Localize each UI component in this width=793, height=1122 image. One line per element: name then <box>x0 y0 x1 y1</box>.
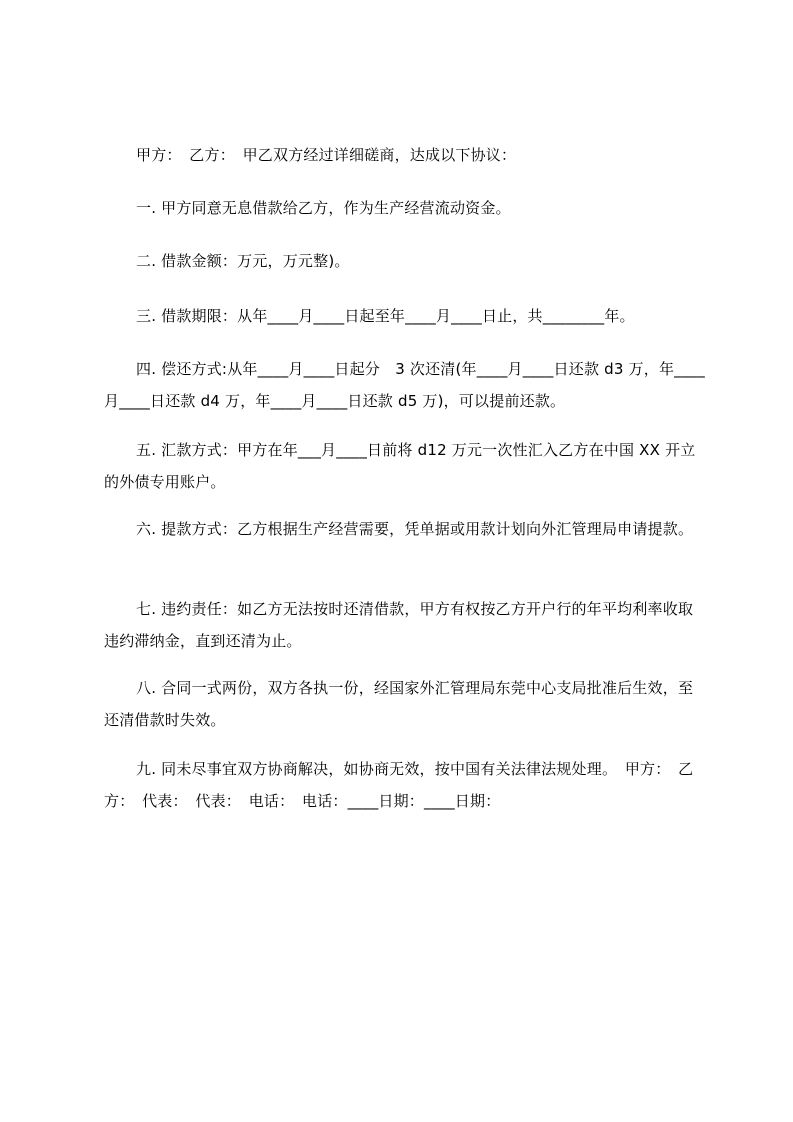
clause-6-withdrawal: 六. 提款方式：乙方根据生产经营需要，凭单据或用款计划向外汇管理局申请提款。 <box>136 520 694 538</box>
clause-4-repayment: 四. 偿还方式:从年____月____日起分 3 次还清(年____月____日还款 d3 万，年____月____日还款 d4 万，年____月____日还款 d5 万)，可以提前还款。 <box>104 360 705 410</box>
clause-1-purpose: 一. 甲方同意无息借款给乙方，作为生产经营流动资金。 <box>136 199 511 217</box>
clause-9-signatures: 九. 同未尽事宜双方协商解决，如协商无效，按中国有关法律法规处理。 甲方： 乙方： 代表： 代表： 电话： 电话：____日期：____日期： <box>104 760 694 810</box>
clause-5-remittance: 五. 汇款方式：甲方在年___月____日前将 d12 万元一次性汇入乙方在中国 XX 开立的外债专用账户。 <box>104 441 696 491</box>
clause-8-copies: 八. 合同一式两份，双方各执一份，经国家外汇管理局东莞中心支局批准后生效，至还清借款时失效。 <box>104 679 694 729</box>
clause-3-term: 三. 借款期限：从年____月____日起至年____月____日止，共________年。 <box>136 307 635 325</box>
clause-7-liability: 七. 违约责任：如乙方无法按时还清借款，甲方有权按乙方开户行的年平均利率收取违约滞纳金，直到还清为止。 <box>104 600 694 650</box>
paragraph-intro: 甲方： 乙方： 甲乙双方经过详细磋商，达成以下协议： <box>136 146 517 164</box>
clause-2-amount: 二. 借款金额：万元，万元整)。 <box>136 252 350 270</box>
